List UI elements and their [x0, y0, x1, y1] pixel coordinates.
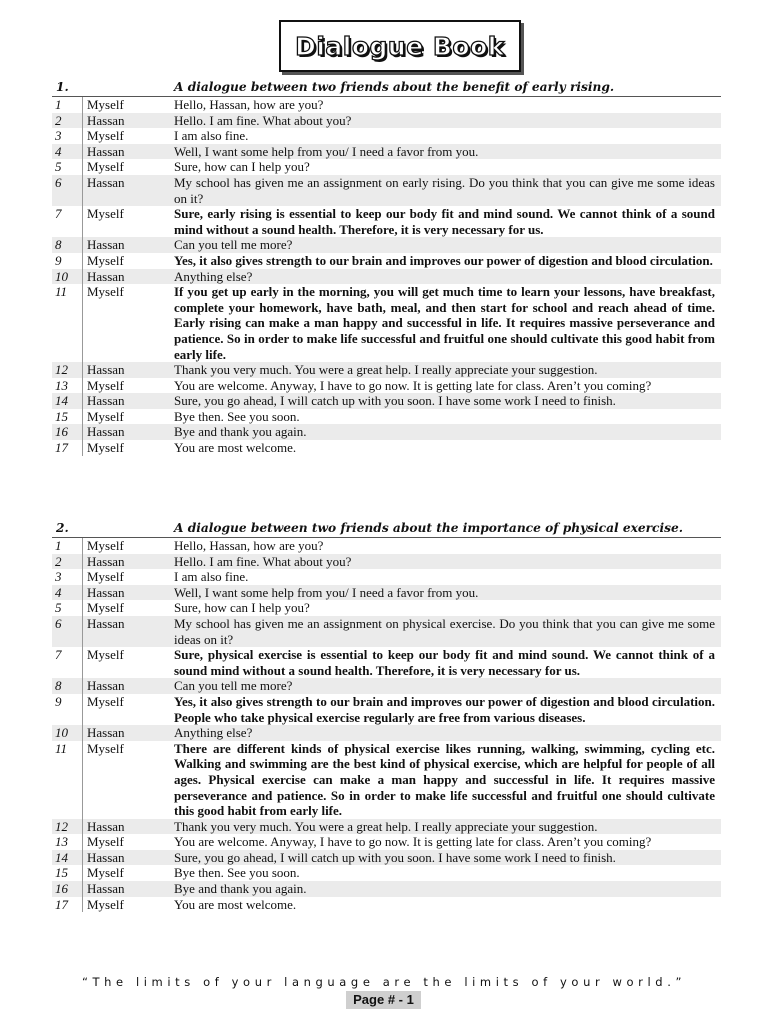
dialogue-text: My school has given me an assignment on early rising. Do you think that you can give me some ideas on it?: [174, 174, 715, 206]
dialogue-text: Sure, early rising is essential to keep our body fit and mind sound. We cannot think of a sound mind without a sound health. Therefore, it is very necessary for us.: [174, 206, 715, 237]
line-number: 15: [55, 865, 68, 881]
line-number: 16: [55, 881, 68, 897]
dialogue-row: [52, 393, 721, 409]
line-number: 13: [55, 377, 68, 393]
speaker-name: Hassan: [82, 113, 173, 129]
section-number: 2.: [56, 521, 69, 535]
speaker-name: Hassan: [82, 362, 173, 378]
dialogue-text: Sure, how can I help you?: [174, 600, 310, 616]
line-number: 5: [55, 159, 62, 175]
dialogue-text: Bye then. See you soon.: [174, 408, 300, 424]
section-heading: A dialogue between two friends about the benefit of early rising.: [174, 80, 615, 94]
dialogue-table: [52, 97, 721, 456]
dialogue-text: Bye and thank you again.: [174, 424, 307, 440]
dialogue-text: Sure, physical exercise is essential to keep our body fit and mind sound. We cannot think of a sound mind without a sound health. Therefore, it is very necessary for us.: [174, 647, 715, 678]
line-number: 14: [55, 393, 68, 409]
dialogue-text: Anything else?: [174, 725, 253, 741]
line-number: 9: [55, 252, 62, 268]
section-heading: A dialogue between two friends about the importance of physical exercise.: [174, 521, 683, 535]
dialogue-row: [52, 741, 721, 819]
speaker-name: Hassan: [82, 144, 173, 160]
dialogue-row: [52, 128, 721, 144]
dialogue-text: I am also fine.: [174, 569, 249, 585]
dialogue-row: [52, 678, 721, 694]
dialogue-row: [52, 554, 721, 570]
dialogue-text: Sure, you go ahead, I will catch up with you soon. I have some work I need to finish.: [174, 849, 616, 865]
speaker-name: Myself: [82, 834, 173, 850]
line-number: 13: [55, 834, 68, 850]
speaker-name: Myself: [82, 284, 173, 362]
line-number: 12: [55, 362, 68, 378]
speaker-name: Myself: [82, 97, 173, 113]
dialogue-row: [52, 819, 721, 835]
dialogue-text: You are welcome. Anyway, I have to go now. It is getting late for class. Aren’t you coming?: [174, 377, 652, 393]
dialogue-table: [52, 538, 721, 912]
line-number: 11: [55, 740, 68, 756]
line-number: 7: [55, 206, 62, 222]
line-number: 2: [55, 553, 62, 569]
dialogue-text: Thank you very much. You were a great help. I really appreciate your suggestion.: [174, 362, 598, 378]
dialogue-text: Well, I want some help from you/ I need a favor from you.: [174, 143, 479, 159]
page-number: Page # - 1: [346, 991, 421, 1009]
dialogue-row: [52, 694, 721, 725]
dialogue-text: Hello. I am fine. What about you?: [174, 553, 352, 569]
line-number: 14: [55, 849, 68, 865]
line-number: 17: [55, 896, 68, 912]
dialogue-text: You are most welcome.: [174, 440, 297, 456]
line-number: 8: [55, 237, 62, 253]
dialogue-row: [52, 284, 721, 362]
dialogue-text: Can you tell me more?: [174, 237, 293, 253]
line-number: 4: [55, 143, 62, 159]
dialogue-row: [52, 834, 721, 850]
dialogue-text: You are most welcome.: [174, 896, 297, 912]
dialogue-text: Sure, you go ahead, I will catch up with you soon. I have some work I need to finish.: [174, 393, 616, 409]
dialogue-row: [52, 850, 721, 866]
line-number: 10: [55, 268, 68, 284]
dialogue-row: [52, 725, 721, 741]
dialogue-section-2: [52, 521, 721, 912]
speaker-name: Hassan: [82, 585, 173, 601]
dialogue-row: [52, 600, 721, 616]
dialogue-row: [52, 144, 721, 160]
dialogue-row: [52, 538, 721, 554]
dialogue-text: You are welcome. Anyway, I have to go now. It is getting late for class. Aren’t you coming?: [174, 834, 652, 850]
dialogue-text: Hello, Hassan, how are you?: [174, 538, 324, 553]
dialogue-text: Well, I want some help from you/ I need a favor from you.: [174, 584, 479, 600]
speaker-name: Hassan: [82, 237, 173, 253]
line-number: 1: [55, 538, 62, 553]
speaker-name: Hassan: [82, 424, 173, 440]
line-number: 2: [55, 112, 62, 128]
dialogue-text: Hello. I am fine. What about you?: [174, 112, 352, 128]
line-number: 10: [55, 725, 68, 741]
speaker-name: Hassan: [82, 881, 173, 897]
speaker-name: Myself: [82, 538, 173, 554]
speaker-name: Myself: [82, 741, 173, 819]
dialogue-row: [52, 378, 721, 394]
title-banner: [279, 20, 521, 72]
speaker-name: Hassan: [82, 678, 173, 694]
dialogue-section-1: [52, 80, 721, 456]
dialogue-row: [52, 159, 721, 175]
line-number: 6: [55, 174, 62, 190]
dialogue-text: There are different kinds of physical exercise likes running, walking, swimming, cycling etc. Walking and swimming are the best kind of physical exercise, which are helpful for people of all ages. Physical exercise can make a man happy and successful in life. It requires massive perseverance and patience. So in order to make life successful and fruitful one should cultivate this good habit from early life.: [174, 740, 715, 819]
speaker-name: Myself: [82, 253, 173, 269]
speaker-name: Hassan: [82, 269, 173, 285]
speaker-name: Myself: [82, 647, 173, 678]
dialogue-row: [52, 97, 721, 113]
dialogue-text: My school has given me an assignment on physical exercise. Do you think that you can give me some ideas on it?: [174, 615, 715, 647]
line-number: 3: [55, 128, 62, 144]
speaker-name: Hassan: [82, 175, 173, 206]
speaker-name: Myself: [82, 206, 173, 237]
dialogue-row: [52, 440, 721, 456]
dialogue-text: Thank you very much. You were a great help. I really appreciate your suggestion.: [174, 818, 598, 834]
dialogue-row: [52, 616, 721, 647]
speaker-name: Myself: [82, 694, 173, 725]
section-number: 1.: [56, 80, 69, 94]
dialogue-text: Hello, Hassan, how are you?: [174, 97, 324, 112]
section-header: [52, 80, 721, 97]
dialogue-row: [52, 647, 721, 678]
speaker-name: Hassan: [82, 850, 173, 866]
speaker-name: Myself: [82, 865, 173, 881]
line-number: 5: [55, 600, 62, 616]
dialogue-text: Anything else?: [174, 268, 253, 284]
dialogue-text: Bye then. See you soon.: [174, 865, 300, 881]
dialogue-text: Yes, it also gives strength to our brain and improves our power of digestion and blood circulation.: [174, 252, 713, 268]
section-header: [52, 521, 721, 538]
dialogue-row: [52, 424, 721, 440]
speaker-name: Myself: [82, 409, 173, 425]
speaker-name: Myself: [82, 440, 173, 456]
line-number: 9: [55, 693, 62, 709]
dialogue-row: [52, 269, 721, 285]
line-number: 7: [55, 647, 62, 663]
line-number: 15: [55, 408, 68, 424]
dialogue-text: If you get up early in the morning, you will get much time to learn your lessons, have breakfast, complete your homework, have bath, meal, and then start for school and reach ahead of time. Early rising can make a man happy and successful in life. It requires massive perseverance and patience. So in order to make life successful and fruitful one should cultivate this good habit from early life.: [174, 284, 715, 362]
line-number: 3: [55, 569, 62, 585]
dialogue-row: [52, 897, 721, 913]
dialogue-row: [52, 113, 721, 129]
dialogue-row: [52, 362, 721, 378]
dialogue-text: Can you tell me more?: [174, 678, 293, 694]
speaker-name: Myself: [82, 128, 173, 144]
dialogue-text: Sure, how can I help you?: [174, 159, 310, 175]
line-number: 12: [55, 818, 68, 834]
dialogue-row: [52, 175, 721, 206]
line-number: 16: [55, 424, 68, 440]
dialogue-row: [52, 569, 721, 585]
speaker-name: Hassan: [82, 554, 173, 570]
dialogue-text: I am also fine.: [174, 128, 249, 144]
speaker-name: Myself: [82, 600, 173, 616]
dialogue-row: [52, 237, 721, 253]
dialogue-row: [52, 881, 721, 897]
line-number: 6: [55, 615, 62, 631]
dialogue-row: [52, 253, 721, 269]
dialogue-row: [52, 409, 721, 425]
line-number: 8: [55, 678, 62, 694]
line-number: 1: [55, 97, 62, 112]
line-number: 4: [55, 584, 62, 600]
footer-quote: “The limits of your language are the limits of your world.”: [81, 975, 687, 989]
speaker-name: Myself: [82, 569, 173, 585]
speaker-name: Hassan: [82, 819, 173, 835]
dialogue-row: [52, 865, 721, 881]
line-number: 11: [55, 284, 68, 300]
speaker-name: Hassan: [82, 393, 173, 409]
dialogue-text: Yes, it also gives strength to our brain and improves our power of digestion and blood circulation. People who take physical exercise regularly are free from various diseases.: [174, 693, 715, 725]
dialogue-row: [52, 585, 721, 601]
speaker-name: Myself: [82, 897, 173, 913]
dialogue-row: [52, 206, 721, 237]
speaker-name: Myself: [82, 378, 173, 394]
line-number: 17: [55, 440, 68, 456]
speaker-name: Hassan: [82, 616, 173, 647]
speaker-name: Hassan: [82, 725, 173, 741]
page-title: Dialogue Book: [295, 31, 505, 61]
speaker-name: Myself: [82, 159, 173, 175]
dialogue-text: Bye and thank you again.: [174, 881, 307, 897]
